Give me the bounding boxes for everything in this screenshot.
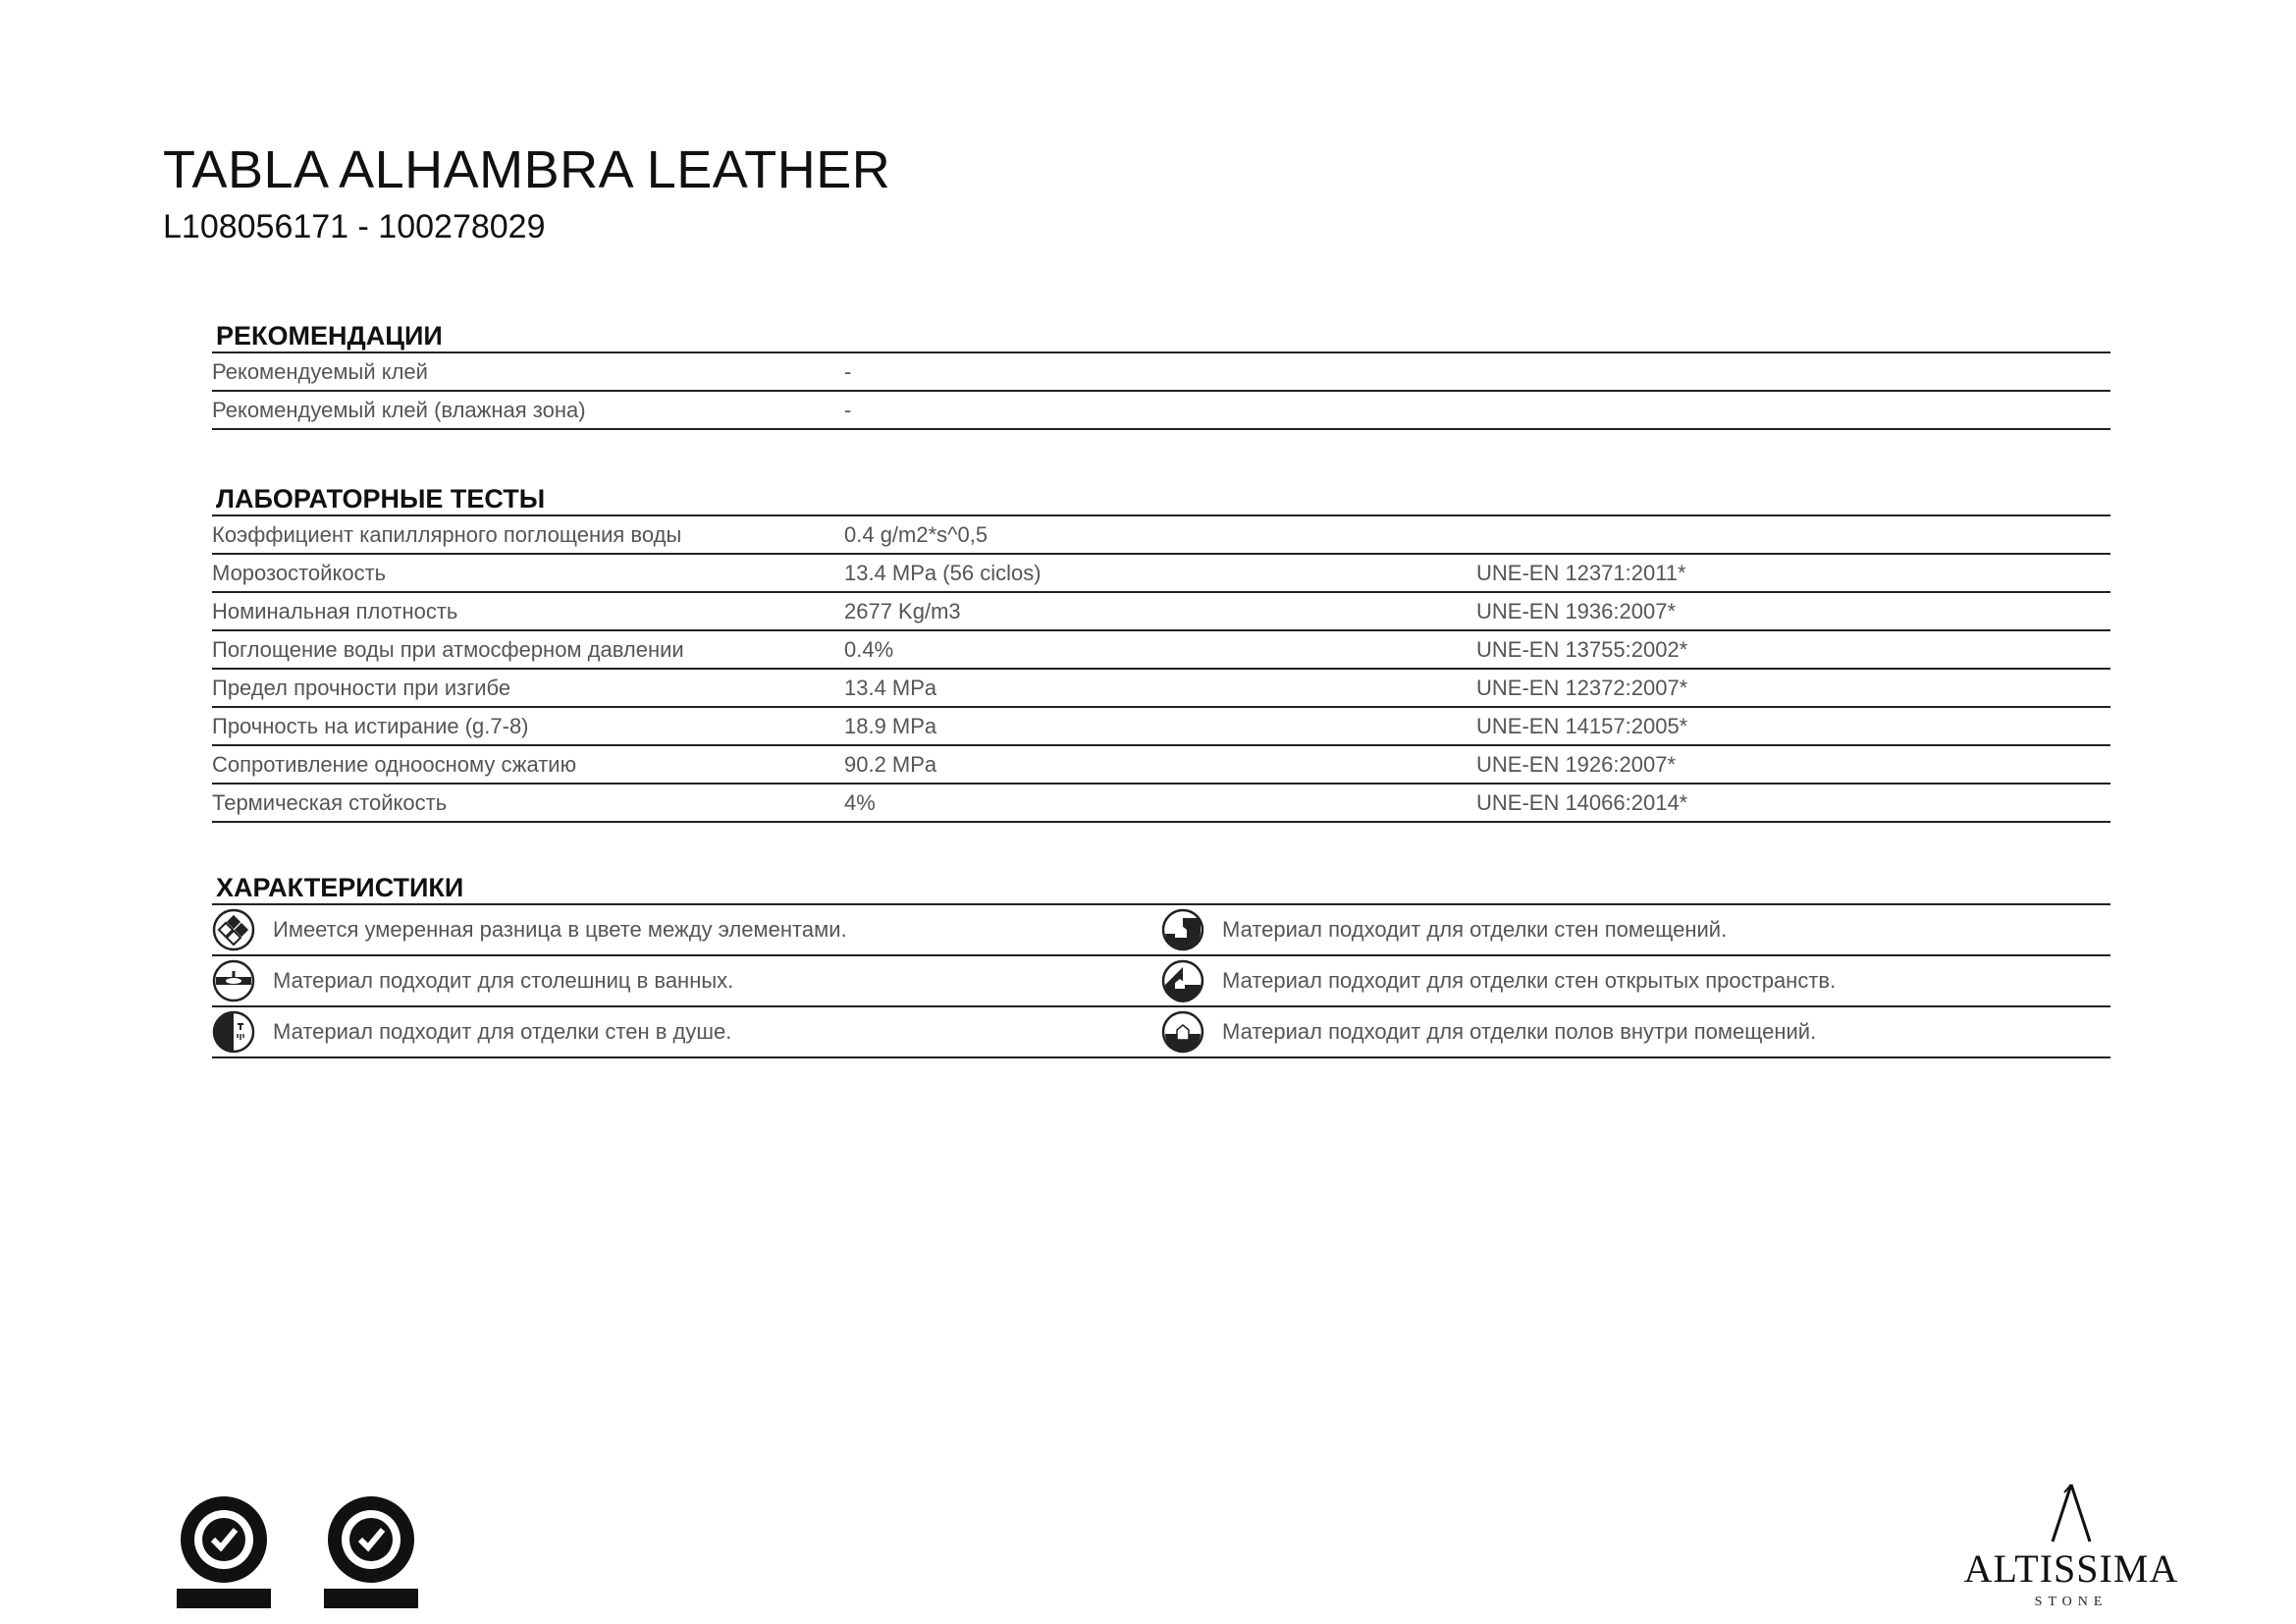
lab-tests-section <box>212 483 2110 823</box>
row-standard: UNE-EN 14066:2014* <box>1476 790 1688 815</box>
feature-row <box>212 956 2110 1007</box>
table-row <box>212 353 2110 392</box>
row-value: 4% <box>844 790 876 815</box>
row-label: Прочность на истирание (g.7-8) <box>212 714 529 738</box>
brand-mark-icon <box>2047 1483 2096 1543</box>
row-standard: UNE-EN 14157:2005* <box>1476 714 1688 738</box>
interior-wall-icon <box>1161 908 1204 951</box>
table-row <box>212 593 2110 631</box>
row-label: Морозостойкость <box>212 561 387 585</box>
feature-item <box>212 1010 1161 1054</box>
recommendations-heading: РЕКОМЕНДАЦИИ <box>212 320 2110 353</box>
table-row <box>212 555 2110 593</box>
bathroom-countertop-icon <box>212 959 255 1002</box>
interior-floor-icon <box>1161 1010 1204 1054</box>
brand-subtitle: STONE <box>2034 1595 2109 1609</box>
feature-text: Имеется умеренная разница в цвете между элементами. <box>273 917 847 942</box>
row-value: - <box>844 359 852 384</box>
table-row <box>212 746 2110 785</box>
table-row <box>212 670 2110 708</box>
lab-tests-heading: ЛАБОРАТОРНЫЕ ТЕСТЫ <box>212 483 2110 516</box>
row-label: Рекомендуемый клей (влажная зона) <box>212 398 586 422</box>
sgs-iso-14001-seal-icon <box>177 1492 271 1608</box>
row-value: 90.2 MPa <box>844 752 937 777</box>
feature-text: Материал подходит для отделки полов внутри помещений. <box>1222 1019 1817 1044</box>
row-standard: UNE-EN 13755:2002* <box>1476 637 1688 662</box>
table-row <box>212 631 2110 670</box>
row-label: Предел прочности при изгибе <box>212 676 511 700</box>
feature-row <box>212 1007 2110 1058</box>
exterior-wall-icon <box>1161 959 1204 1002</box>
table-row <box>212 392 2110 430</box>
feature-text: Материал подходит для отделки стен открытых пространств. <box>1222 968 1837 993</box>
color-variation-icon <box>212 908 255 951</box>
feature-text: Материал подходит для отделки стен помещений. <box>1222 917 1728 942</box>
feature-text: Материал подходит для столешниц в ванных. <box>273 968 734 993</box>
row-label: Термическая стойкость <box>212 790 448 815</box>
row-label: Номинальная плотность <box>212 599 458 623</box>
feature-item <box>1161 908 2110 951</box>
row-value: 13.4 MPa (56 ciclos) <box>844 561 1041 585</box>
feature-row <box>212 905 2110 956</box>
feature-text: Материал подходит для отделки стен в душе. <box>273 1019 732 1044</box>
row-standard: UNE-EN 12371:2011* <box>1476 561 1686 585</box>
table-row <box>212 708 2110 746</box>
table-row <box>212 785 2110 823</box>
feature-item <box>212 908 1161 951</box>
row-standard: UNE-EN 12372:2007* <box>1476 676 1688 700</box>
sgs-iso-9001-seal-icon <box>324 1492 418 1608</box>
row-label: Сопротивление одноосному сжатию <box>212 752 577 777</box>
row-standard <box>1476 516 2110 553</box>
row-value: 13.4 MPa <box>844 676 937 700</box>
shower-wall-icon <box>212 1010 255 1054</box>
row-value: 2677 Kg/m3 <box>844 599 961 623</box>
table-row <box>212 516 2110 555</box>
feature-item <box>1161 959 2110 1002</box>
row-value: 0.4% <box>844 637 894 662</box>
row-standard: UNE-EN 1926:2007* <box>1476 752 1677 777</box>
row-label: Поглощение воды при атмосферном давлении <box>212 637 684 662</box>
characteristics-heading: ХАРАКТЕРИСТИКИ <box>212 872 2110 905</box>
row-value: 18.9 MPa <box>844 714 937 738</box>
row-value: - <box>844 398 852 422</box>
row-standard: UNE-EN 1936:2007* <box>1476 599 1677 623</box>
row-label: Рекомендуемый клей <box>212 359 428 384</box>
recommendations-section <box>212 320 2110 430</box>
feature-item <box>1161 1010 2110 1054</box>
characteristics-section <box>212 872 2110 1058</box>
document-title: TABLA ALHAMBRA LEATHER <box>163 140 891 199</box>
row-value: 0.4 g/m2*s^0,5 <box>844 522 988 547</box>
brand-logo <box>1963 1483 2179 1610</box>
brand-name: ALTISSIMA <box>1963 1546 2179 1591</box>
product-code: L108056171 - 100278029 <box>163 208 546 245</box>
feature-item <box>212 959 1161 1002</box>
row-label: Коэффициент капиллярного поглощения воды <box>212 522 682 547</box>
